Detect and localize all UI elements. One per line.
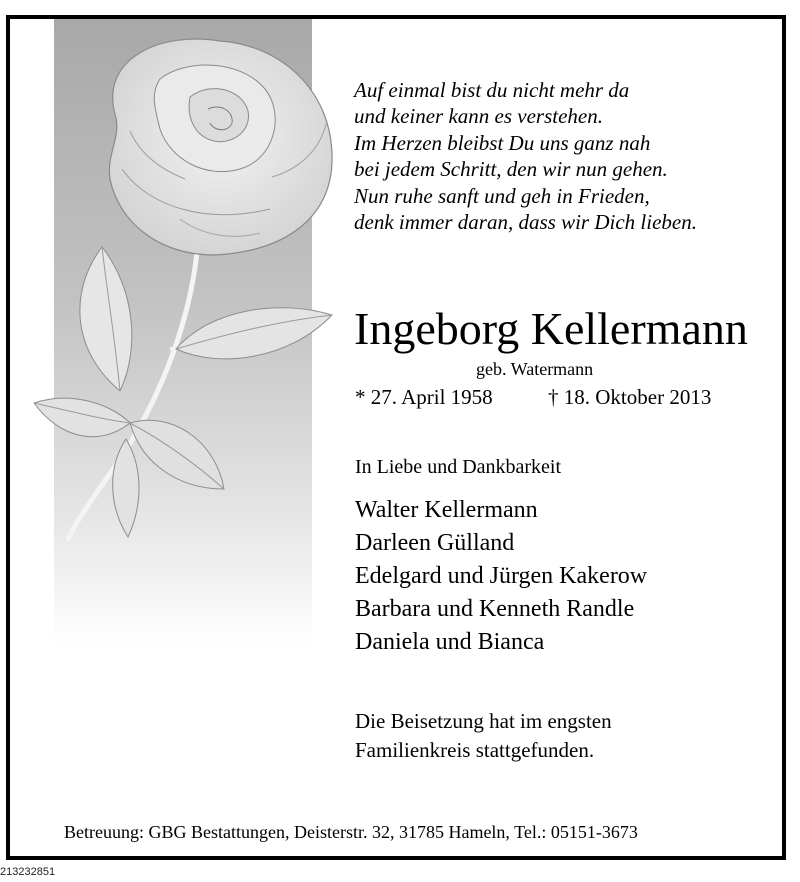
reference-number: 213232851 [0, 866, 56, 878]
birth-date: * 27. April 1958 [355, 385, 493, 409]
poem-line: und keiner kann es verstehen. [354, 104, 603, 129]
notice-line: Familienkreis stattgefunden. [355, 738, 595, 762]
mourner-name: Barbara und Kenneth Randle [355, 596, 635, 622]
poem-line: Im Herzen bleibst Du uns ganz nah [354, 130, 651, 155]
mourner-name: Daniela und Bianca [355, 629, 545, 655]
poem-line: Auf einmal bist du nicht mehr da [354, 78, 630, 102]
funeral-notice [355, 707, 612, 765]
obituary-frame [6, 15, 786, 860]
memorial-poem [354, 77, 697, 235]
mourner-name: Edelgard und Jürgen Kakerow [355, 563, 648, 589]
funeral-home-footer: Betreuung: GBG Bestattungen, Deisterstr. 32, 31785 Hameln, Tel.: 05151-3673 [64, 822, 638, 842]
mourners-intro: In Liebe und Dankbarkeit [355, 456, 562, 478]
birth-name: geb. Watermann [476, 359, 594, 379]
poem-line: Nun ruhe sanft und geh in Frieden, [354, 183, 650, 208]
poem-line: bei jedem Schritt, den wir nun gehen. [354, 157, 668, 182]
rose-icon [10, 19, 350, 579]
mourners-list [355, 494, 647, 659]
notice-line: Die Beisetzung hat im engsten [355, 709, 612, 733]
poem-line: denk immer daran, dass wir Dich lieben. [354, 210, 697, 235]
death-date: † 18. Oktober 2013 [548, 385, 712, 409]
deceased-name: Ingeborg Kellermann [354, 303, 748, 354]
mourner-name: Walter Kellermann [355, 497, 538, 523]
mourner-name: Darleen Gülland [355, 530, 515, 556]
